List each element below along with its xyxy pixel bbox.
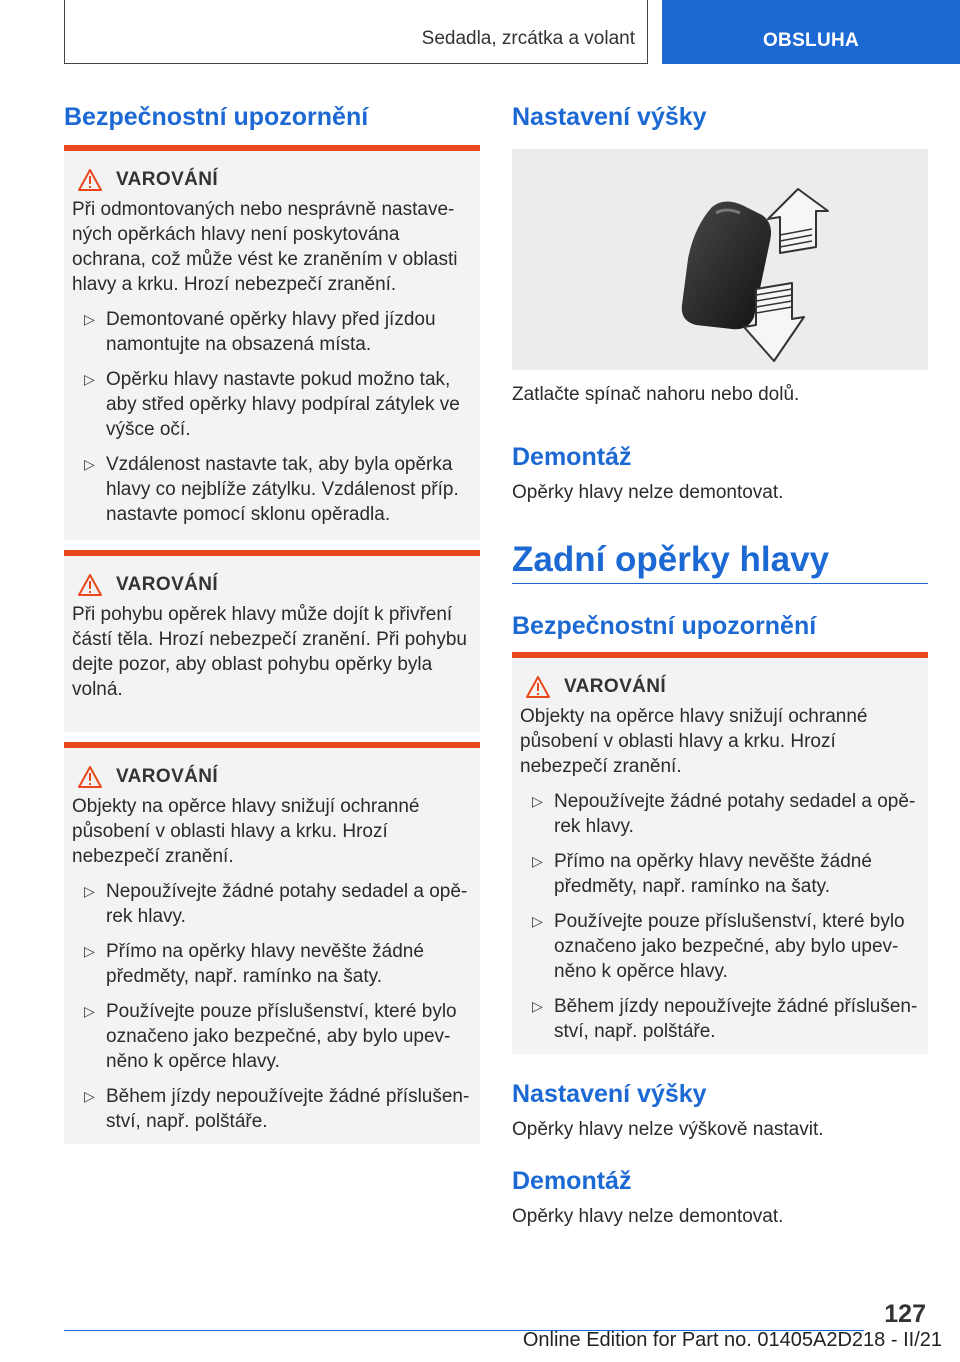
triangle-right-bullet-icon: ▷ bbox=[84, 311, 95, 327]
left-heading-wrap bbox=[64, 103, 484, 132]
list-item: ▷ Demontované opěrky hlavy před jízdou namontujte na obsazená místa. bbox=[84, 309, 436, 355]
list-item: ▷ Nepoužívejte žádné potahy sedadel a opěrek hlavy. bbox=[532, 791, 916, 837]
warning-title: VAROVÁNÍ bbox=[116, 766, 219, 787]
warning-text: Objekty na opěrce hlavy snižují ochranné působení v oblasti hlavy a krku. Hrozí nebezpečí zranění. bbox=[520, 706, 868, 777]
warning-box-3 bbox=[64, 742, 480, 1144]
tab-obsluha[interactable] bbox=[662, 0, 960, 64]
list-item: ▷ Přímo na opěrky hlavy nevěšte žádné předměty, např. ramínko na šaty. bbox=[532, 851, 872, 897]
list-item: ▷ Opěrku hlavy nastavte pokud možno tak, aby střed opěrky hlavy podpíral zátylek ve výšce očí. bbox=[84, 369, 460, 440]
removal2-text: Opěrky hlavy nelze demontovat. bbox=[512, 1206, 784, 1227]
triangle-right-bullet-icon: ▷ bbox=[84, 371, 95, 387]
tab-label: OBSLUHA bbox=[762, 30, 860, 51]
edition-text: Online Edition for Part no. 01405A2D218 - II/21 bbox=[522, 1329, 942, 1351]
warning-list bbox=[72, 879, 472, 1134]
warning-list bbox=[72, 307, 472, 527]
list-item: ▷ Používejte pouze příslušenství, které bylo označeno jako bezpečné, aby bylo upevněno k opěrce hlavy. bbox=[532, 911, 905, 982]
headrest-switch-illustration bbox=[512, 149, 928, 370]
height-heading: Nastavení výšky bbox=[512, 103, 707, 131]
removal2-heading: Demontáž bbox=[512, 1167, 632, 1195]
height-heading-wrap bbox=[512, 103, 707, 132]
list-item: ▷ Nepoužívejte žádné potahy sedadel a opěrek hlavy. bbox=[84, 881, 468, 927]
triangle-right-bullet-icon: ▷ bbox=[84, 1003, 95, 1019]
list-item: ▷ Během jízdy nepoužívejte žádné příslušenství, např. polštáře. bbox=[532, 996, 918, 1042]
warning-triangle-icon bbox=[526, 676, 550, 698]
headrest-switch-image bbox=[512, 149, 928, 370]
triangle-right-bullet-icon: ▷ bbox=[84, 883, 95, 899]
warning-text: Při odmontovaných nebo nesprávně nastavených opěrkách hlavy není poskytována ochrana, což může vést ke zraněním v oblasti hlavy a krku. Hrozí nebezpečí zranění. bbox=[72, 199, 458, 295]
section-title: Sedadla, zrcátka a volant bbox=[421, 28, 635, 49]
chapter-title: Zadní opěrky hlavy bbox=[512, 540, 830, 579]
removal-text: Opěrky hlavy nelze demontovat. bbox=[512, 482, 784, 503]
warning-triangle-icon bbox=[78, 169, 102, 191]
warning-triangle-icon bbox=[78, 574, 102, 596]
page-number: 127 bbox=[884, 1300, 926, 1328]
warning-text: Při pohybu opěrek hlavy může dojít k přivření částí těla. Hrozí nebezpečí zranění. Při pohybu dejte pozor, aby oblast pohybu opěrky byla volná. bbox=[72, 604, 467, 700]
chapter-rule bbox=[512, 583, 928, 584]
photo-caption: Zatlačte spínač nahoru nebo dolů. bbox=[512, 384, 800, 405]
height2-text: Opěrky hlavy nelze výškově nastavit. bbox=[512, 1119, 824, 1140]
list-item: ▷ Během jízdy nepoužívejte žádné příslušenství, např. polštáře. bbox=[84, 1086, 470, 1132]
warning-title: VAROVÁNÍ bbox=[564, 676, 667, 697]
list-item: ▷ Vzdálenost nastavte tak, aby byla opěrka hlavy co nejblíže zátylku. Vzdálenost příp. nastavte pomocí sklonu opěradla. bbox=[84, 454, 459, 525]
warning-box-rear bbox=[512, 652, 928, 1054]
list-item: ▷ Přímo na opěrky hlavy nevěšte žádné předměty, např. ramínko na šaty. bbox=[84, 941, 424, 987]
header-box bbox=[64, 0, 648, 64]
triangle-right-bullet-icon: ▷ bbox=[532, 998, 543, 1014]
triangle-right-bullet-icon: ▷ bbox=[84, 1088, 95, 1104]
list-item: ▷ Používejte pouze příslušenství, které bylo označeno jako bezpečné, aby bylo upevněno k opěrce hlavy. bbox=[84, 1001, 457, 1072]
warning-triangle-icon bbox=[78, 766, 102, 788]
warning-text: Objekty na opěrce hlavy snižují ochranné působení v oblasti hlavy a krku. Hrozí nebezpečí zranění. bbox=[72, 796, 420, 867]
triangle-right-bullet-icon: ▷ bbox=[532, 913, 543, 929]
warning-box-1 bbox=[64, 145, 480, 540]
removal-heading: Demontáž bbox=[512, 443, 632, 471]
triangle-right-bullet-icon: ▷ bbox=[532, 853, 543, 869]
triangle-right-bullet-icon: ▷ bbox=[84, 456, 95, 472]
warning-box-2 bbox=[64, 550, 480, 732]
triangle-right-bullet-icon: ▷ bbox=[84, 943, 95, 959]
warning-title: VAROVÁNÍ bbox=[116, 574, 219, 595]
warning-list bbox=[520, 789, 920, 1044]
triangle-right-bullet-icon: ▷ bbox=[532, 793, 543, 809]
warning-title: VAROVÁNÍ bbox=[116, 169, 219, 190]
height2-heading: Nastavení výšky bbox=[512, 1080, 707, 1108]
rear-safety-heading: Bezpečnostní upozornění bbox=[512, 612, 817, 640]
left-safety-heading: Bezpečnostní upozornění bbox=[64, 103, 369, 131]
